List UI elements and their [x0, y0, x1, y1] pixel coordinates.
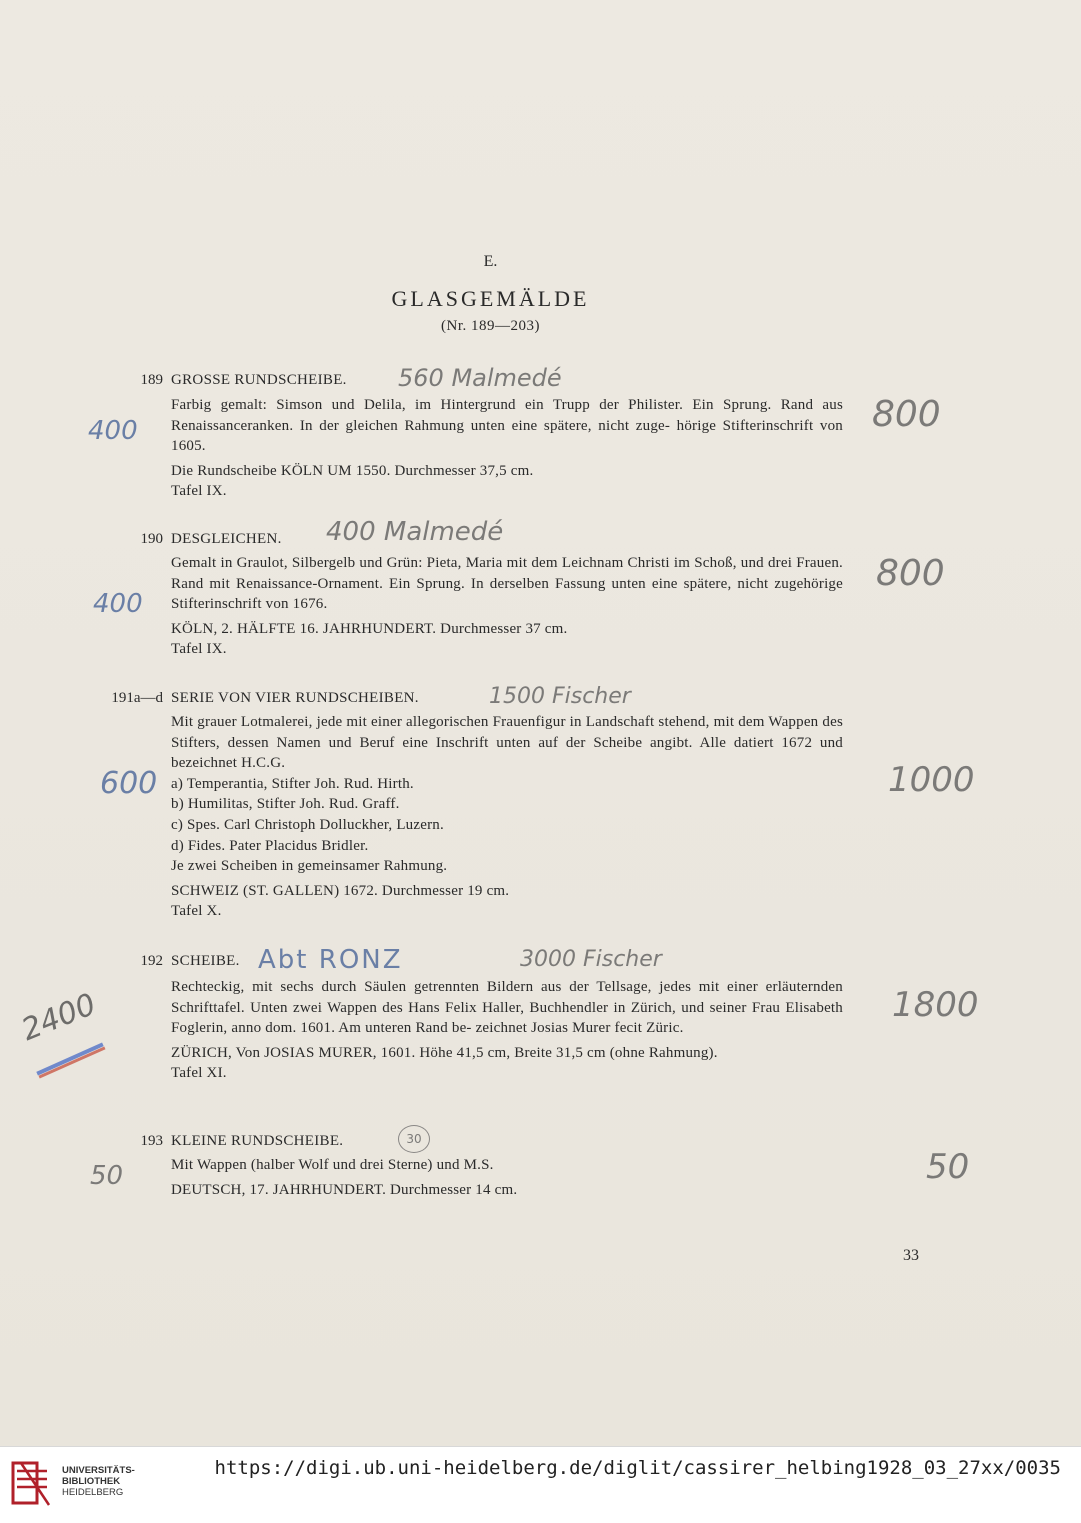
entry-plate: Tafel X.: [171, 903, 222, 920]
handwritten-note: 560 Malmedé: [398, 364, 562, 392]
entry-attribution: ZÜRICH, Von JOSIAS MURER, 1601. Höhe 41,5 cm, Breite 31,5 cm (ohne Rahmung).: [171, 1044, 718, 1061]
source-url[interactable]: https://digi.ub.uni-heidelberg.de/diglit/cassirer_helbing1928_03_27xx/0035: [214, 1457, 1061, 1479]
entry-number: 189: [140, 372, 163, 388]
right-margin-estimate: 800: [872, 394, 941, 435]
list-item: b) Humilitas, Stifter Joh. Rud. Graff.: [171, 796, 400, 813]
entry-title: KLEINE RUNDSCHEIBE.: [171, 1133, 344, 1149]
list-item: Je zwei Scheiben in gemeinsamer Rahmung.: [171, 858, 448, 875]
entry-number: 190: [140, 531, 163, 547]
logo-line: UNIVERSITÄTS-: [62, 1465, 135, 1476]
entry-attribution: Die Rundscheibe KÖLN UM 1550. Durchmesser 37,5 cm.: [171, 462, 534, 479]
right-margin-estimate: 1000: [888, 760, 975, 800]
entry-number: 193: [140, 1133, 163, 1149]
entry-number: 192: [140, 953, 163, 969]
left-margin-price: 600: [100, 766, 158, 801]
entry-description: Gemalt in Graulot, Silbergelb und Grün: Pieta, Maria mit dem Leichnam Christi im Schoß, und drei Frauen. Rand mit Renaissance-Ornament. Ein Sprung. In derselben Fassung unten eine spätere, nicht zugehörige Stifterinschrift von 1676.: [171, 555, 843, 613]
left-margin-price: 400: [88, 416, 138, 446]
left-margin-price-block: [16, 986, 110, 1073]
entry-body: [171, 1155, 843, 1200]
page-number: 33: [903, 1247, 919, 1264]
entry-description: Farbig gemalt: Simson und Delila, im Hintergrund ein Trupp der Philister. Ein Sprung. Rand aus Renaissanceranken. In der gleichen Rahmung unten eine spätere, nicht zuge- hörige Stifterinschrift von 1605.: [171, 397, 843, 455]
right-margin-estimate: 50: [926, 1147, 970, 1187]
left-margin-price: 50: [90, 1161, 124, 1191]
entry-body: [171, 977, 843, 1084]
entry-title: SCHEIBE.: [171, 953, 240, 969]
entry-description: Mit Wappen (halber Wolf und drei Sterne) und M.S.: [171, 1157, 494, 1173]
right-margin-estimate: 1800: [892, 985, 979, 1025]
handwritten-note: 400 Malmedé: [326, 517, 504, 547]
handwritten-note: 3000 Fischer: [520, 947, 662, 972]
entry-title: DESGLEICHEN.: [171, 531, 282, 547]
entry-description: Rechteckig, mit sechs durch Säulen getrennten Bildern aus der Tellsage, jedes mit einer erläuternden Schrifttafel. Unten zwei Wappen des Hans Felix Haller, Buchhendler in Zürich, und seiner Frau Elisabeth Foglerin, anno dom. 1601. Am unteren Rand be- zeichnet Josias Murer fecit Züric.: [171, 979, 843, 1037]
library-logo-text: [62, 1465, 135, 1498]
handwritten-circled-number: 30: [398, 1125, 430, 1153]
footer-bar: [0, 1446, 1081, 1523]
logo-line: BIBLIOTHEK: [62, 1476, 121, 1487]
entry-attribution: KÖLN, 2. HÄLFTE 16. JAHRHUNDERT. Durchmesser 37 cm.: [171, 620, 568, 637]
left-margin-price: 400: [93, 589, 143, 619]
entry-description: Mit grauer Lotmalerei, jede mit einer allegorischen Frauenfigur in Landschaft stehend, mit dem Wappen des Stifters, dessen Namen und Beruf eine Inschrift unten auf der Scheibe angibt. Alle datiert 1672 und bezeichnet H.C.G.: [171, 714, 843, 772]
entry-title: SERIE VON VIER RUNDSCHEIBEN.: [171, 690, 419, 706]
handwritten-note: 1500 Fischer: [489, 684, 631, 709]
entry-body: [171, 395, 843, 502]
entry-body: [171, 712, 843, 922]
entry-title: GROSSE RUNDSCHEIBE.: [171, 372, 347, 388]
list-item: c) Spes. Carl Christoph Dolluckher, Luzern.: [171, 816, 444, 833]
library-logo-icon: [11, 1459, 51, 1507]
red-underline-stroke: [39, 1046, 106, 1078]
section-title: GLASGEMÄLDE: [391, 286, 590, 311]
section-range: (Nr. 189—203): [441, 318, 540, 334]
logo-line: HEIDELBERG: [62, 1487, 124, 1498]
entry-attribution: SCHWEIZ (ST. GALLEN) 1672. Durchmesser 19 cm.: [171, 882, 510, 899]
handwritten-note-blue: Abt RONZ: [258, 945, 403, 975]
entry-plate: Tafel XI.: [171, 1065, 227, 1082]
entry-attribution: DEUTSCH, 17. JAHRHUNDERT. Durchmesser 14 cm.: [171, 1181, 518, 1198]
entry-body: [171, 553, 843, 660]
entry-plate: Tafel IX.: [171, 641, 227, 658]
right-margin-estimate: 800: [876, 553, 945, 594]
entry-plate: Tafel IX.: [171, 483, 227, 500]
list-item: d) Fides. Pater Placidus Bridler.: [171, 837, 369, 854]
blue-underline-stroke: [36, 1043, 103, 1076]
list-item: a) Temperantia, Stifter Joh. Rud. Hirth.: [171, 775, 414, 792]
entry-number: 191a—d: [111, 690, 163, 706]
left-margin-price: 2400: [16, 986, 101, 1048]
section-letter: E.: [483, 253, 498, 270]
